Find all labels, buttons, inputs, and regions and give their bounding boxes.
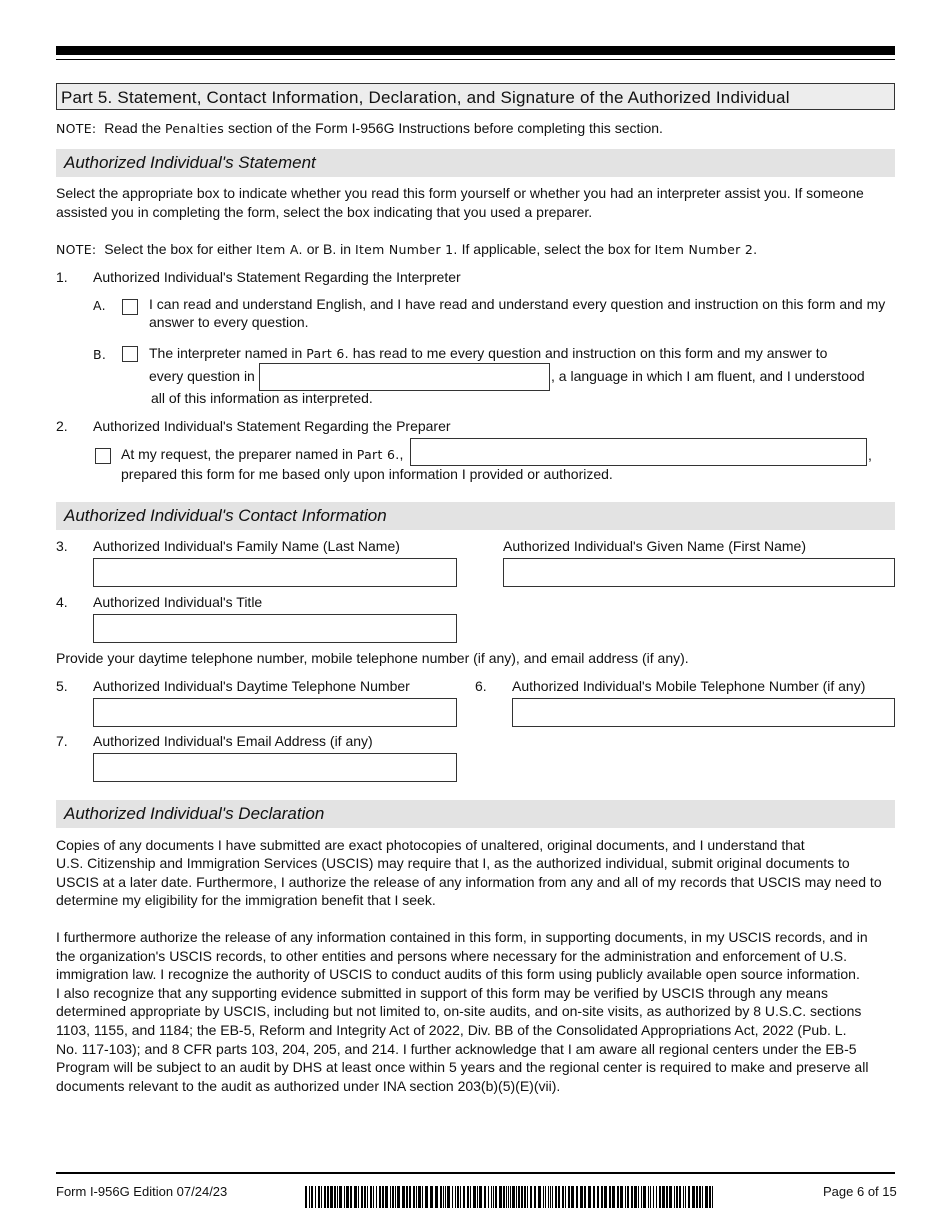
given-name-input[interactable] xyxy=(503,558,895,587)
mobile-phone-input[interactable] xyxy=(512,698,895,727)
item-1a-letter: A. xyxy=(93,298,106,313)
mobile-phone-label: Authorized Individual's Mobile Telephone Number (if any) xyxy=(512,678,866,694)
interpreter-language-input[interactable] xyxy=(259,363,550,391)
note2-t1: Select the box for either xyxy=(104,241,256,257)
declaration-p1-line3: USCIS at a later date. Furthermore, I authorize the release of any information from any and all of my records that USCIS may need to xyxy=(56,874,882,890)
daytime-phone-input[interactable] xyxy=(93,698,457,727)
declaration-section-title: Authorized Individual's Declaration xyxy=(56,800,895,828)
declaration-p2-line2: the organization's USCIS records, to other entities and persons where necessary for the administration and enforcement of U.S. xyxy=(56,948,847,964)
form-edition: Form I-956G Edition 07/24/23 xyxy=(56,1184,228,1199)
family-name-label: Authorized Individual's Family Name (Last Name) xyxy=(93,538,400,554)
item-1a-line1: I can read and understand English, and I have read and understand every question and instruction on this form and my xyxy=(149,296,886,312)
declaration-p2-line1: I furthermore authorize the release of any information contained in this form, in supporting documents, in my USCIS records, and in xyxy=(56,929,868,945)
declaration-p2-line6: 1103, 1155, and 1184; the EB-5, Reform and Integrity Act of 2022, Div. BB of the Consolidated Appropriations Act, 2022 (Pub. L. xyxy=(56,1022,847,1038)
item-2-part6-ref: Part 6. xyxy=(356,447,400,462)
barcode-graphic xyxy=(305,1186,713,1208)
item-1-number: 1. xyxy=(56,269,68,285)
item-1b-line3: all of this information as interpreted. xyxy=(151,390,373,406)
note-label: NOTE: xyxy=(56,121,97,136)
declaration-p2-line5: determined appropriate by USCIS, including but not limited to, on-site audits, and on-site visits, as authorized by 8 U.S.C. sections xyxy=(56,1003,862,1019)
item-4-number: 4. xyxy=(56,594,68,610)
declaration-p2-line9: documents relevant to the audit as authorized under INA section 203(b)(5)(E)(vii). xyxy=(56,1078,561,1094)
item-2-line1 xyxy=(121,445,403,464)
item-2-line1-post: , xyxy=(399,446,404,462)
item-6-number: 6. xyxy=(475,678,487,694)
item-2-trailing-comma: , xyxy=(868,447,872,463)
statement-section-title: Authorized Individual's Statement xyxy=(56,149,895,177)
item-1a-checkbox[interactable] xyxy=(122,299,138,315)
note-text-post: section of the Form I-956G Instructions before completing this section. xyxy=(224,120,663,136)
page-number: Page 6 of 15 xyxy=(823,1184,897,1199)
email-label: Authorized Individual's Email Address (if any) xyxy=(93,733,373,749)
daytime-phone-label: Authorized Individual's Daytime Telephone Number xyxy=(93,678,410,694)
item-2-number: 2. xyxy=(56,418,68,434)
provide-contact-text: Provide your daytime telephone number, mobile telephone number (if any), and email address (if any). xyxy=(56,650,689,666)
note2-item-num2: Item Number 2. xyxy=(654,242,758,257)
note-item-select xyxy=(56,240,757,259)
item-1-label: Authorized Individual's Statement Regarding the Interpreter xyxy=(93,269,461,285)
statement-intro-line2: assisted you in completing the form, select the box indicating that you used a preparer. xyxy=(56,204,593,220)
item-2-checkbox[interactable] xyxy=(95,448,111,464)
note2-item-a: Item A. xyxy=(255,242,303,257)
statement-intro-line1: Select the appropriate box to indicate whether you read this form yourself or whether you had an interpreter assist you. If someone xyxy=(56,185,864,201)
contact-section-title: Authorized Individual's Contact Information xyxy=(56,502,895,530)
item-1b-part6-ref: Part 6. xyxy=(306,346,349,361)
item-7-number: 7. xyxy=(56,733,68,749)
note2-t3: If applicable, select the box for xyxy=(457,241,655,257)
item-2-label: Authorized Individual's Statement Regarding the Preparer xyxy=(93,418,451,434)
declaration-p2-line7: No. 117-103); and 8 CFR parts 103, 204, 205, and 214. I further acknowledge that I am aware all regional centers under the EB-5 xyxy=(56,1041,857,1057)
family-name-input[interactable] xyxy=(93,558,457,587)
top-thin-rule xyxy=(56,59,895,60)
item-1b-checkbox[interactable] xyxy=(122,346,138,362)
preparer-name-input[interactable] xyxy=(410,438,867,466)
item-1b-line2-pre: every question in xyxy=(149,368,255,384)
item-2-line2: prepared this form for me based only upon information I provided or authorized. xyxy=(121,466,613,482)
declaration-p1-line4: determine my eligibility for the immigration benefit that I seek. xyxy=(56,892,436,908)
email-input[interactable] xyxy=(93,753,457,782)
item-1b-line1-post: has read to me every question and instruction on this form and my answer to xyxy=(348,345,828,361)
item-1a-line2: answer to every question. xyxy=(149,314,309,330)
title-input[interactable] xyxy=(93,614,457,643)
item-3-number: 3. xyxy=(56,538,68,554)
footer-rule xyxy=(56,1172,895,1174)
note2-item-num1: Item Number 1. xyxy=(354,242,458,257)
item-1b-line1-pre: The interpreter named in xyxy=(149,345,307,361)
declaration-p2-line3: immigration law. I recognize the authority of USCIS to conduct audits of this form using publicly available open source information. xyxy=(56,966,860,982)
note-penalties xyxy=(56,119,663,138)
penalties-ref: Penalties xyxy=(164,121,225,136)
note-text-pre: Read the xyxy=(104,120,165,136)
item-2-line1-pre: At my request, the preparer named in xyxy=(121,446,357,462)
note2-t2: or B. in xyxy=(302,241,355,257)
top-thick-rule xyxy=(56,46,895,55)
given-name-label: Authorized Individual's Given Name (First Name) xyxy=(503,538,807,554)
declaration-p1-line1: Copies of any documents I have submitted are exact photocopies of unaltered, original documents, and I understand that xyxy=(56,837,805,853)
item-1b-line2-post: , a language in which I am fluent, and I understood xyxy=(551,368,865,384)
title-label: Authorized Individual's Title xyxy=(93,594,263,610)
item-5-number: 5. xyxy=(56,678,68,694)
note2-label: NOTE: xyxy=(56,242,97,257)
item-1b-line1 xyxy=(149,344,827,363)
declaration-p1-line2: U.S. Citizenship and Immigration Services (USCIS) may require that I, as the authorized individual, submit original documents to xyxy=(56,855,850,871)
item-1b-letter: B. xyxy=(93,347,107,362)
declaration-p2-line4: I also recognize that any supporting evidence submitted in support of this form may be verified by USCIS through any means xyxy=(56,985,828,1001)
declaration-p2-line8: Program will be subject to an audit by DHS at least once within 5 years and the regional center is required to make and preserve all xyxy=(56,1059,869,1075)
part-5-header: Part 5. Statement, Contact Information, Declaration, and Signature of the Authorized Individual xyxy=(56,83,895,110)
